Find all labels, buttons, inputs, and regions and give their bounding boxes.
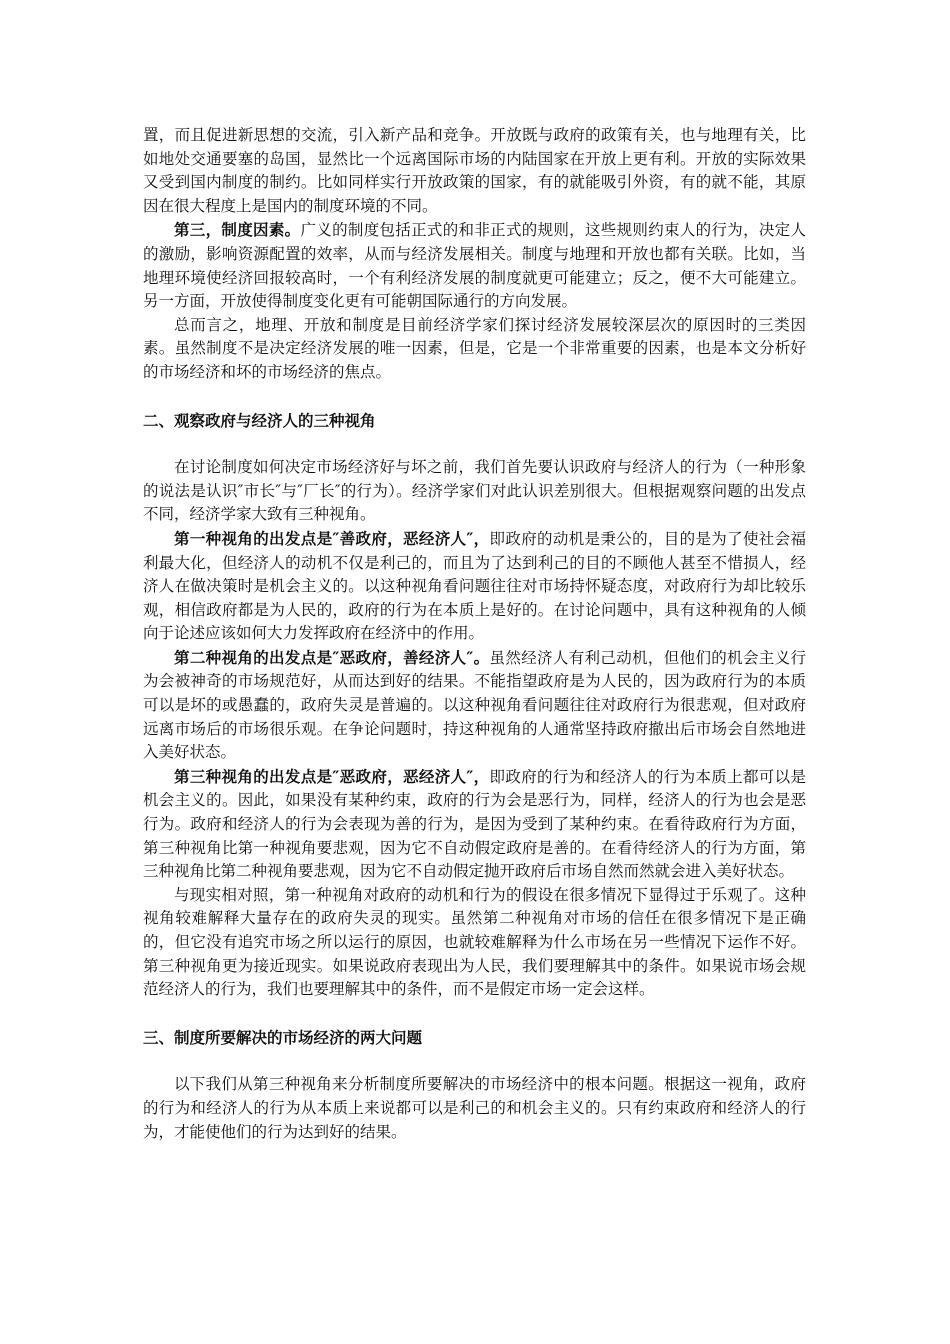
paragraph-body-text: 广义的制度包括正式的和非正式的规则，这些规则约束人的行为，决定人的激励，影响资源配置的效率，从而与经济发展相关。制度与地理和开放也都有关联。比如，当地理环境使经济回报较高时，一个有利经济发展的制度就更可能建立；反之，便不大可能建立。另一方面，开放使得制度变化更有可能朝国际通行的方向发展。 <box>143 221 806 311</box>
paragraph-body-text: 虽然经济人有利己动机，但他们的机会主义行为会被神奇的市场规范好，从而达到好的结果。不能指望政府是为人民的，因为政府行为的本质可以是坏的或愚蠢的，政府失灵是普遍的。以这种视角看问题往往对政府行为很悲观，但对政府远离市场后的市场很乐观。在争论问题时，持这种视角的人通常坚持政府撤出后市场会自然地进入美好状态。 <box>143 648 806 762</box>
paragraph-lead-text: 第三，制度因素。 <box>174 220 301 240</box>
paragraph-lead-text: 第三种视角的出发点是″恶政府，恶经济人″， <box>174 766 490 786</box>
paragraph-third-perspective <box>143 765 806 884</box>
paragraph-section2-intro: 在讨论制度如何决定市场经济好与坏之前，我们首先要认识政府与经济人的行为（一种形象的说法是认识″市长″与″厂长″的行为）。经济学家们对此认识差别很大。但根据观察问题的出发点不同，经济学家大致有三种视角。 <box>143 458 806 524</box>
paragraph-institution-factor <box>143 218 806 313</box>
section-heading-3: 三、制度所要解决的市场经济的两大问题 <box>143 1027 423 1047</box>
paragraph-body-text: 即政府的行为和经济人的行为本质上都可以是机会主义的。因此，如果没有某种约束，政府的行为会是恶行为，同样，经济人的行为也会是恶行为。政府和经济人的行为会表现为善的行为，是因为受到了某种约束。在看待政府行为方面，第三种视角比第一种视角要悲观，因为它不自动假定政府是善的。在看待经济人的行为方面，第三种视角比第二种视角要悲观，因为它不自动假定抛开政府后市场自然而然就会进入美好状态。 <box>143 767 806 881</box>
paragraph-lead-text: 第一种视角的出发点是″善政府，恶经济人″， <box>174 528 490 548</box>
paragraph-second-perspective <box>143 646 806 765</box>
paragraph-first-perspective <box>143 527 806 646</box>
paragraph-lead-text: 第二种视角的出发点是″恶政府，善经济人″。 <box>174 647 490 667</box>
section-heading-2: 二、观察政府与经济人的三种视角 <box>143 410 376 430</box>
document-page <box>143 124 806 1144</box>
paragraph-openness-continued: 置，而且促进新思想的交流，引入新产品和竞争。开放既与政府的政策有关，也与地理有关，比如地处交通要塞的岛国，显然比一个远离国际市场的内陆国家在开放上更有利。开放的实际效果又受到国内制度的制约。比如同样实行开放政策的国家，有的就能吸引外资，有的就不能，其原因在很大程度上是国内的制度环境的不同。 <box>143 126 806 215</box>
paragraph-body-text: 即政府的动机是秉公的，目的是为了使社会福利最大化，但经济人的动机不仅是利己的，而且为了达到利己的目的不顾他人甚至不惜损人，经济人在做决策时是机会主义的。以这种视角看问题往往对市场持怀疑态度，对政府行为却比较乐观，相信政府都是为人民的，政府的行为在本质上是好的。在讨论问题中，具有这种视角的人倾向于论述应该如何大力发挥政府在经济中的作用。 <box>143 529 806 643</box>
paragraph-comparison: 与现实相对照，第一种视角对政府的动机和行为的假设在很多情况下显得过于乐观了。这种视角较难解释大量存在的政府失灵的现实。虽然第二种视角对市场的信任在很多情况下是正确的，但它没有追究市场之所以运行的原因，也就较难解释为什么市场在另一些情况下运作不好。第三种视角更为接近现实。如果说政府表现出为人民，我们要理解其中的条件。如果说市场会规范经济人的行为，我们也要理解其中的条件，而不是假定市场一定会这样。 <box>143 885 806 999</box>
paragraph-summary: 总而言之，地理、开放和制度是目前经济学家们探讨经济发展较深层次的原因时的三类因素。虽然制度不是决定经济发展的唯一因素，但是，它是一个非常重要的因素，也是本文分析好的市场经济和坏的市场经济的焦点。 <box>143 315 806 381</box>
paragraph-section3-intro: 以下我们从第三种视角来分析制度所要解决的市场经济中的根本问题。根据这一视角，政府的行为和经济人的行为从本质上来说都可以是利己的和机会主义的。只有约束政府和经济人的行为，才能使他们的行为达到好的结果。 <box>143 1075 806 1141</box>
